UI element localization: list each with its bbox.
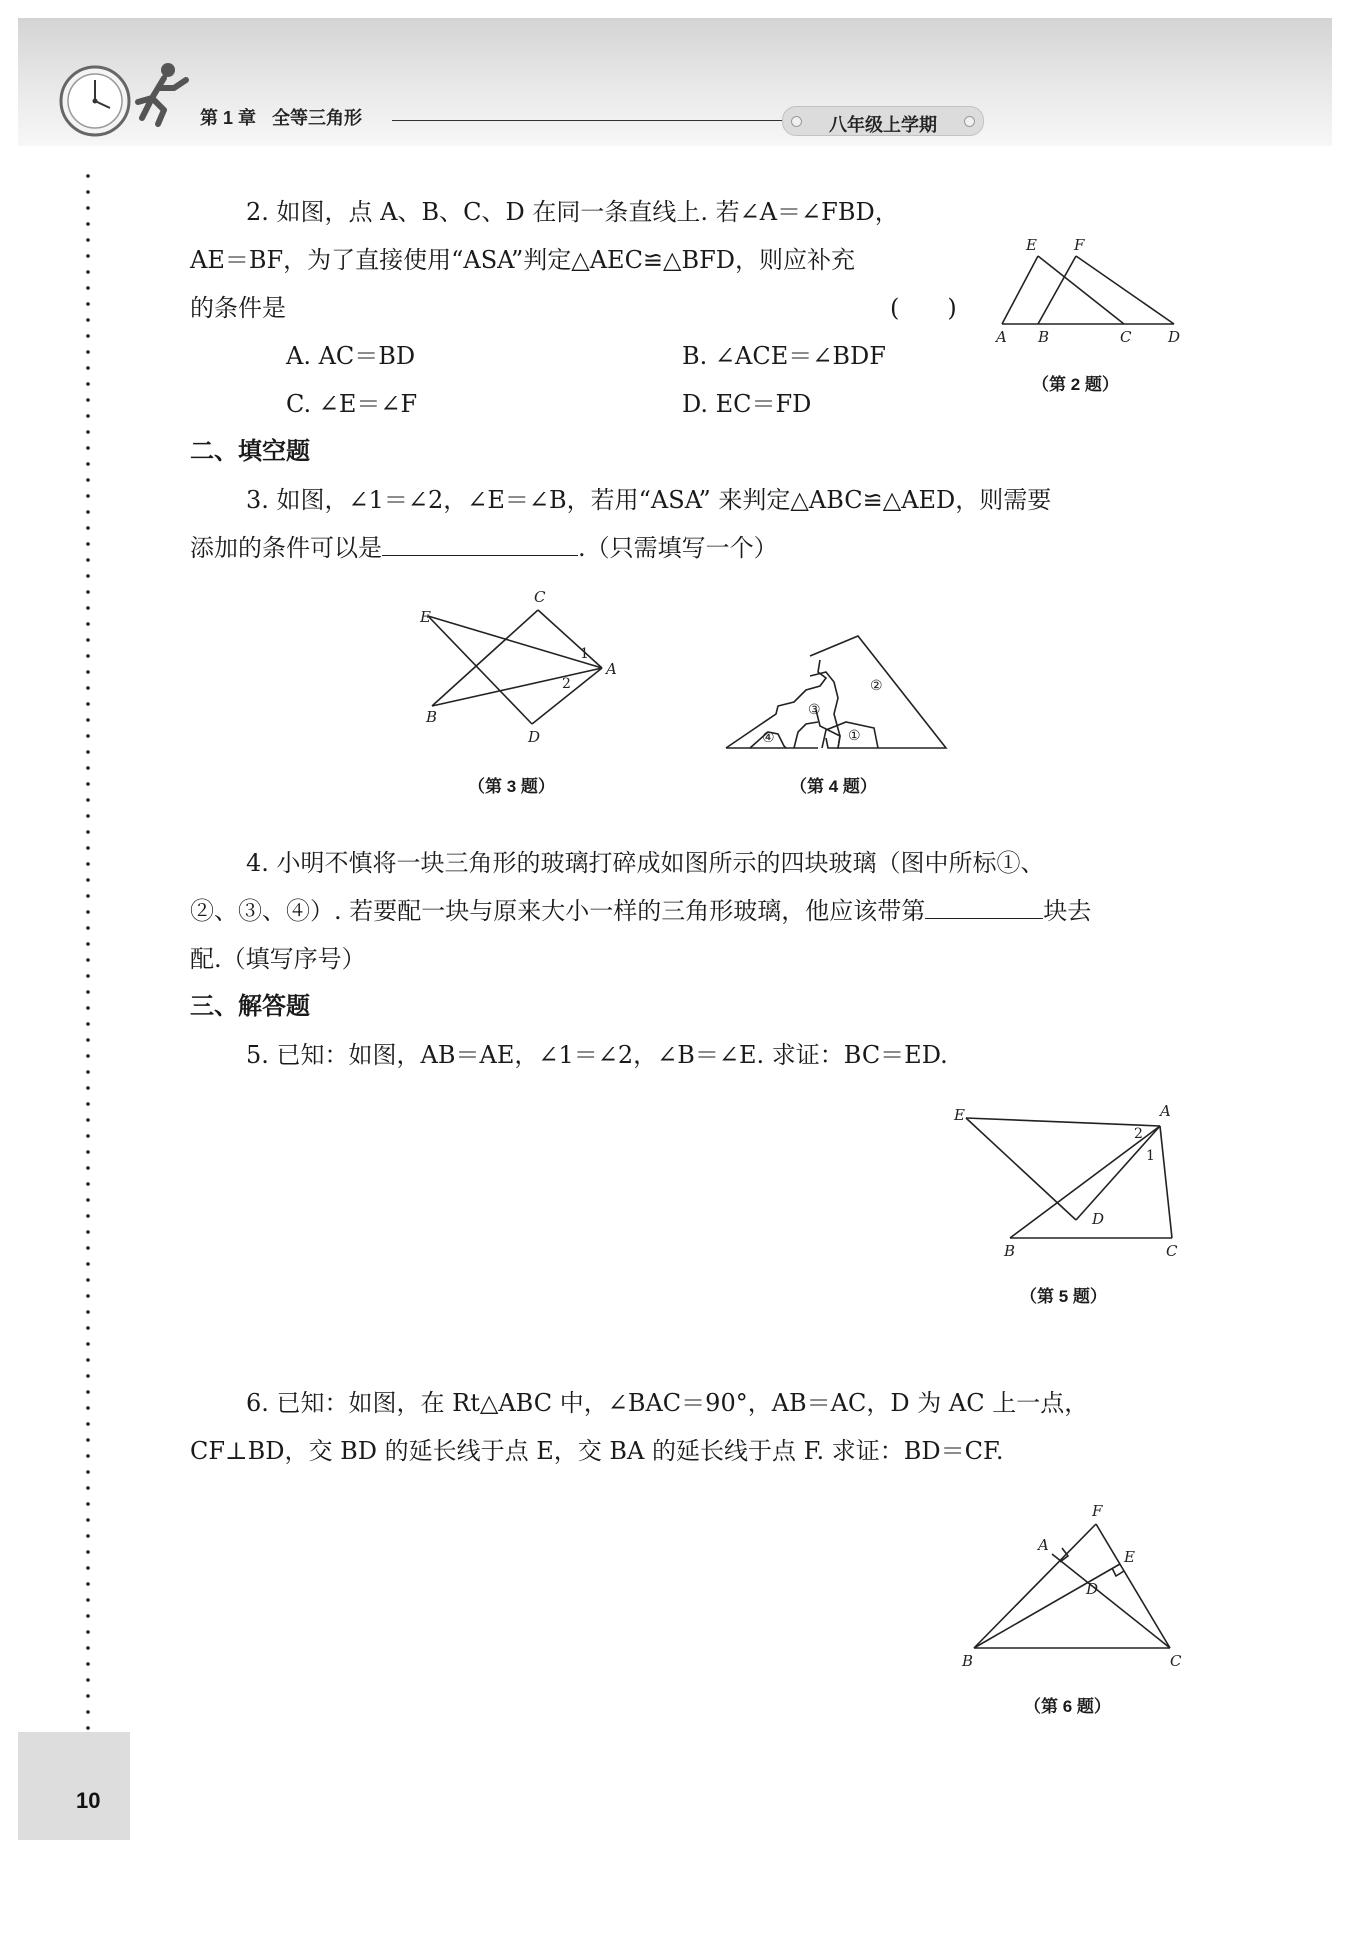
q3-label-a: A — [606, 660, 617, 678]
clock-icon — [58, 64, 132, 138]
runner-icon — [128, 58, 198, 128]
grade-label: 八年级上学期 — [829, 115, 937, 135]
q2-label-f: F — [1074, 236, 1085, 254]
q3-angle-1: 1 — [580, 646, 589, 662]
q3-label-c: C — [534, 588, 546, 606]
q3-label-e: E — [420, 608, 431, 626]
q2-line1: 2. 如图，点 A、B、C、D 在同一条直线上. 若∠A＝∠FBD， — [246, 198, 899, 226]
q3-caption: （第 3 题） — [468, 777, 555, 796]
q2-answer-bracket: ( ) — [890, 294, 957, 322]
q2-label-e: E — [1026, 236, 1037, 254]
q2-option-d: D. EC＝FD — [682, 390, 812, 418]
q4-piece-4: ④ — [762, 730, 775, 746]
q6-label-a: A — [1038, 1536, 1049, 1554]
q6-label-f: F — [1092, 1502, 1103, 1520]
q4-caption: （第 4 题） — [790, 777, 877, 796]
q6-figure — [956, 1500, 1186, 1680]
q2-figure — [990, 236, 1190, 346]
q5-label-e: E — [954, 1106, 965, 1124]
q3-label-b: B — [426, 708, 438, 726]
badge-dot-right — [964, 116, 975, 127]
q3-figure — [414, 588, 617, 748]
q4-piece-1: ① — [848, 728, 861, 744]
q5-label-d: D — [1092, 1210, 1105, 1228]
q3-line2-after: .（只需填写一个） — [578, 534, 778, 562]
q2-caption: （第 2 题） — [1032, 375, 1119, 394]
q2-line2: AE＝BF，为了直接使用“ASA”判定△AEC≌△BFD，则应补充 — [190, 246, 856, 274]
q2-option-c: C. ∠E＝∠F — [286, 390, 418, 418]
q5-figure — [948, 1102, 1178, 1262]
q2-label-a: A — [996, 328, 1007, 346]
q3-line2 — [190, 533, 778, 563]
q2-label-c: C — [1120, 328, 1132, 346]
page-number: 10 — [76, 1788, 101, 1813]
q6-label-e: E — [1124, 1548, 1135, 1566]
q3-line1: 3. 如图，∠1＝∠2，∠E＝∠B，若用“ASA” 来判定△ABC≌△AED，则需要 — [246, 486, 1052, 514]
q4-answer-blank[interactable] — [925, 896, 1043, 919]
q6-label-b: B — [962, 1652, 974, 1670]
q3-label-d: D — [528, 728, 541, 746]
q2-line3: 的条件是 — [190, 294, 286, 322]
q6-label-c: C — [1170, 1652, 1182, 1670]
header-rule — [392, 120, 784, 121]
grade-badge — [782, 106, 984, 136]
q2-label-d: D — [1168, 328, 1181, 346]
q4-piece-3: ③ — [808, 702, 821, 718]
q5-angle-2: 2 — [1134, 1126, 1143, 1142]
section-fill-in-title: 二、填空题 — [190, 438, 310, 465]
q4-line2-before: ②、③、④）. 若要配一块与原来大小一样的三角形玻璃，他应该带第 — [190, 897, 926, 925]
q5-caption: （第 5 题） — [1020, 1287, 1107, 1306]
margin-dotted-line — [86, 168, 90, 1733]
q4-line3: 配.（填写序号） — [190, 945, 366, 973]
chapter-label: 第 1 章 — [200, 108, 257, 128]
q4-line1: 4. 小明不慎将一块三角形的玻璃打碎成如图所示的四块玻璃（图中所标①、 — [246, 849, 1045, 877]
chapter-title — [200, 104, 378, 130]
q6-line1: 6. 已知：如图，在 Rt△ABC 中，∠BAC＝90°，AB＝AC，D 为 AC 上一点， — [246, 1389, 1089, 1417]
q4-line2 — [190, 896, 1091, 926]
q5-label-a: A — [1160, 1102, 1171, 1120]
page-number-box — [18, 1732, 130, 1840]
q4-line2-after: 块去 — [1043, 897, 1092, 925]
badge-dot-left — [791, 116, 802, 127]
q5-label-c: C — [1166, 1242, 1178, 1260]
chapter-name: 全等三角形 — [272, 108, 363, 128]
q3-angle-2: 2 — [562, 676, 571, 692]
q2-label-b: B — [1038, 328, 1050, 346]
q6-line2: CF⊥BD，交 BD 的延长线于点 E，交 BA 的延长线于点 F. 求证：BD＝CF. — [190, 1437, 1004, 1465]
q2-option-b: B. ∠ACE＝∠BDF — [682, 342, 886, 370]
q5-line1: 5. 已知：如图，AB＝AE，∠1＝∠2，∠B＝∠E. 求证：BC＝ED. — [246, 1041, 948, 1069]
section-solve-title: 三、解答题 — [190, 993, 310, 1020]
q5-angle-1: 1 — [1146, 1148, 1155, 1164]
q5-label-b: B — [1004, 1242, 1016, 1260]
q3-answer-blank[interactable] — [382, 533, 578, 556]
q3-line2-before: 添加的条件可以是 — [190, 534, 382, 562]
q2-option-a: A. AC＝BD — [286, 342, 416, 370]
q6-caption: （第 6 题） — [1024, 1697, 1111, 1716]
q6-label-d: D — [1086, 1580, 1099, 1598]
q4-piece-2: ② — [870, 678, 883, 694]
q4-figure — [722, 632, 958, 756]
